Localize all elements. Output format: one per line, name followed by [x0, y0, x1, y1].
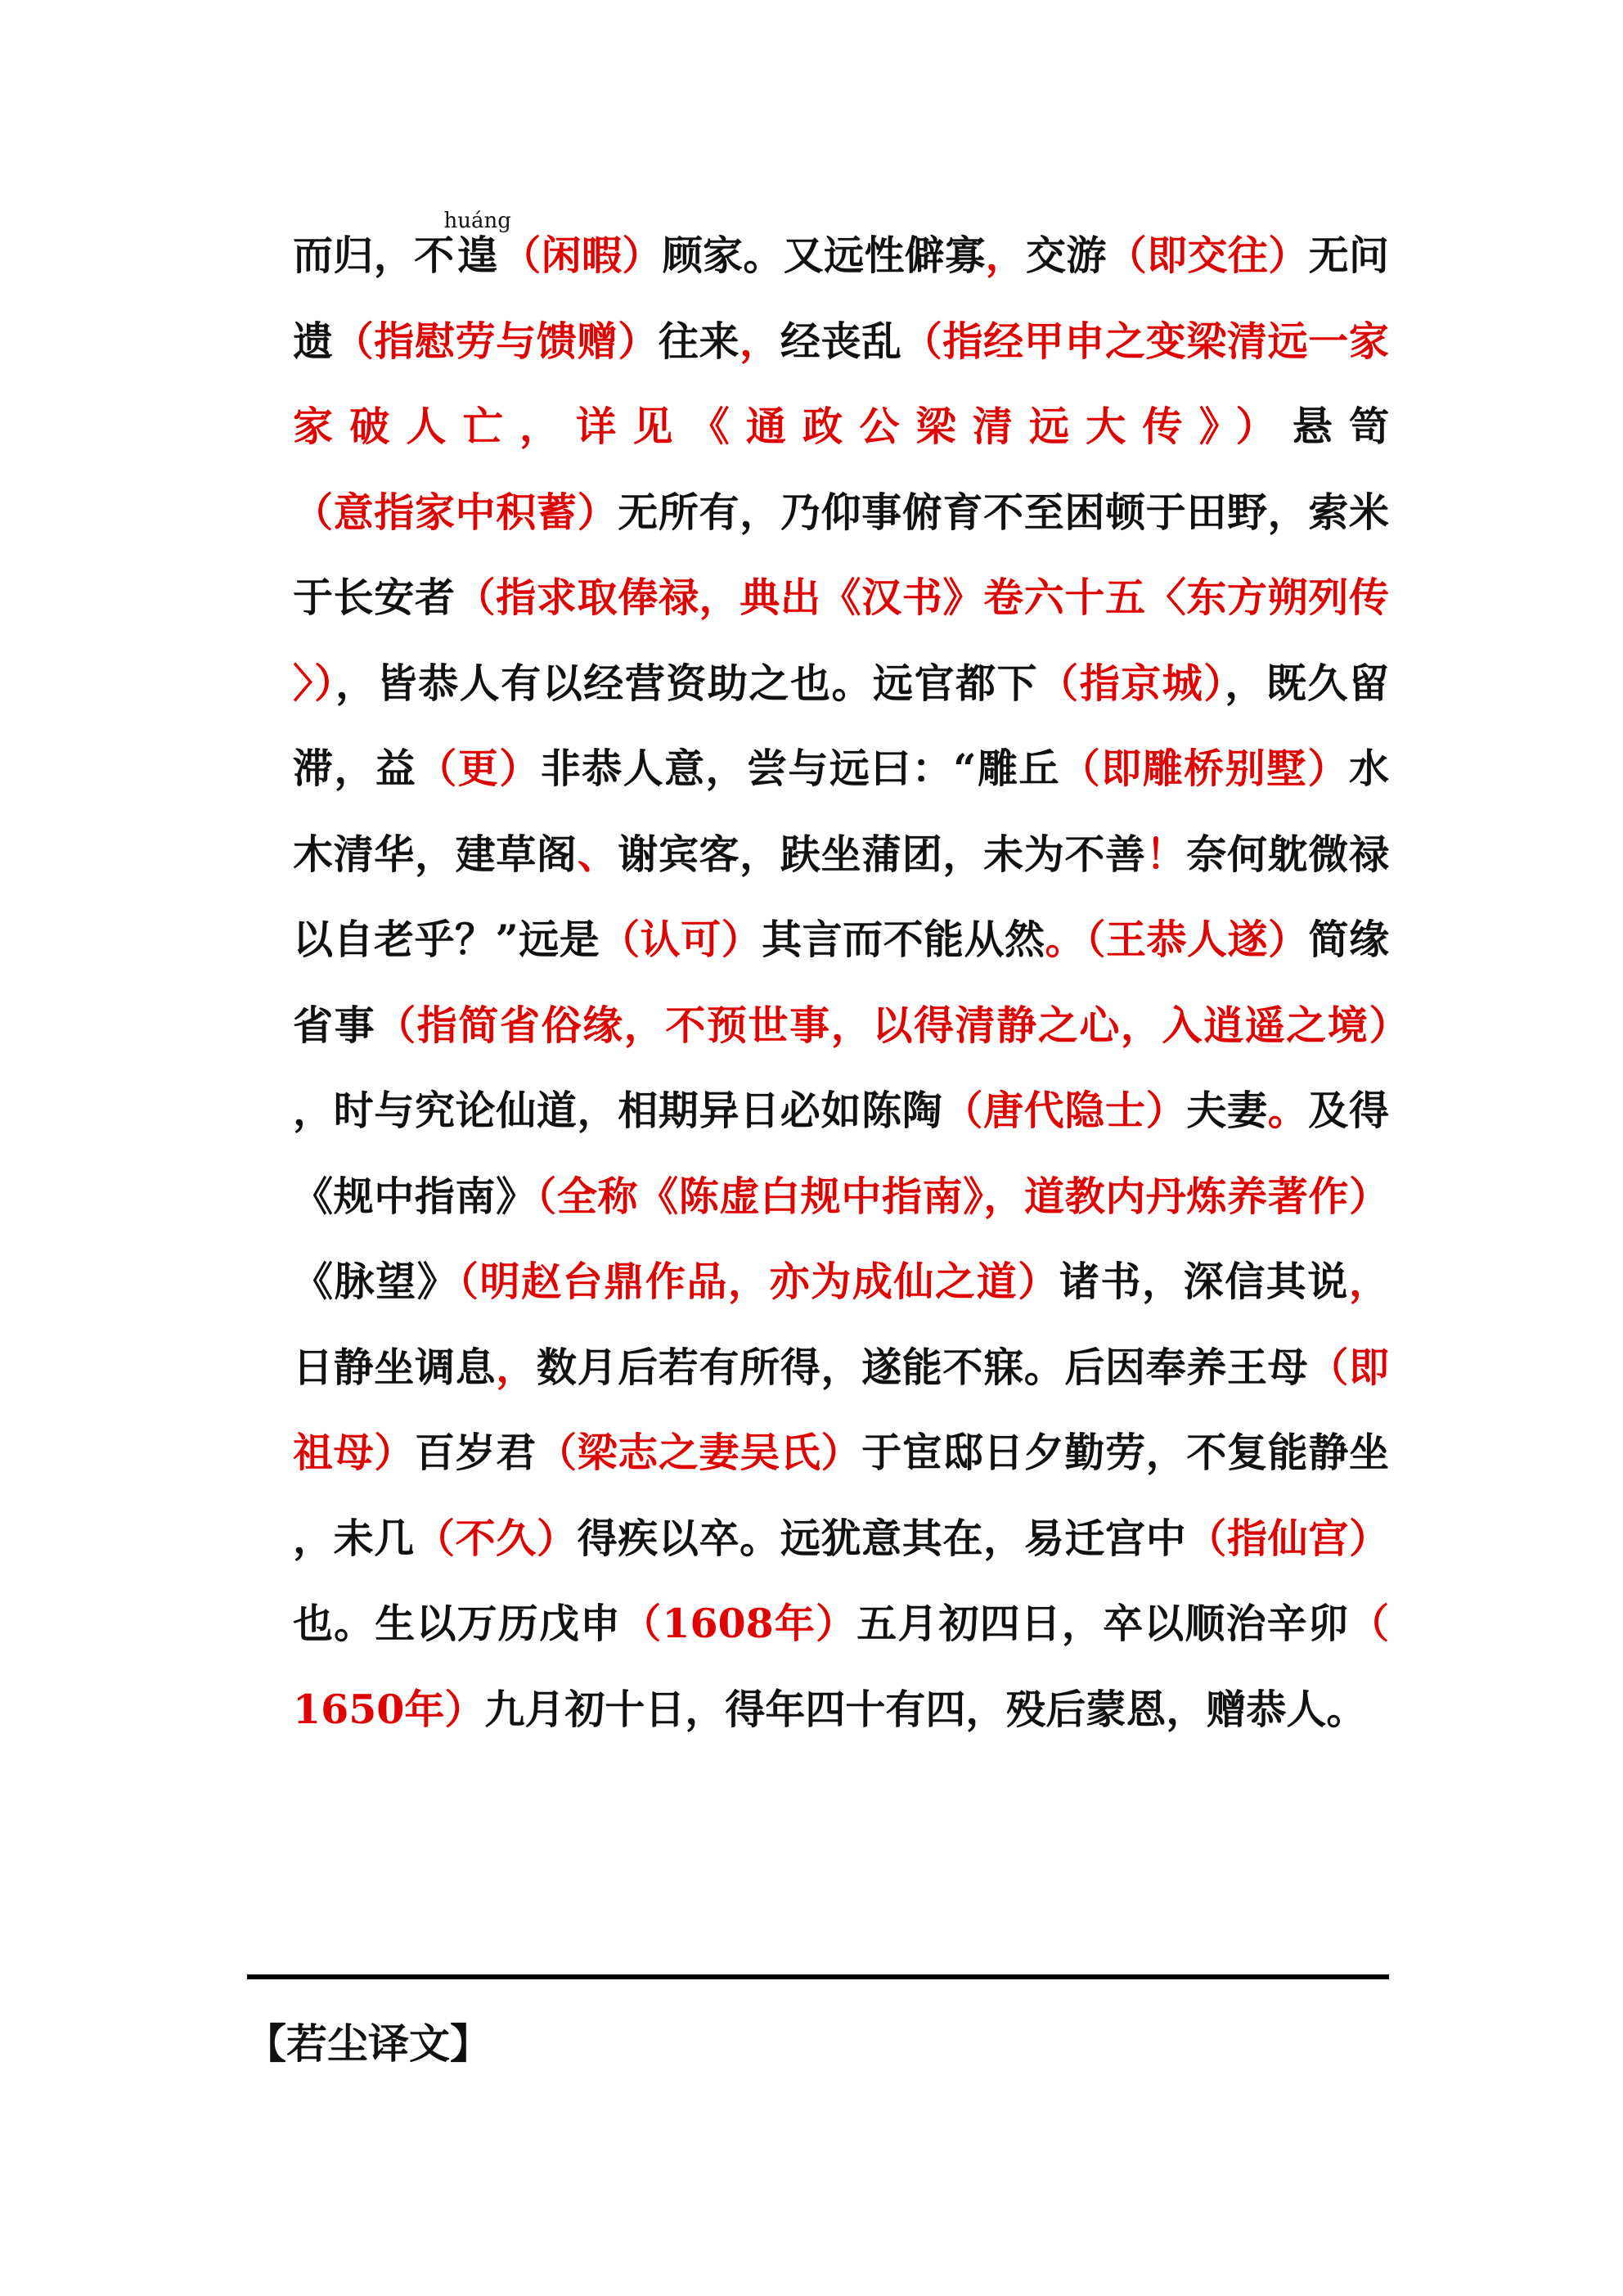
original-text: 交游: [1026, 232, 1107, 279]
annotation-text: （指慰劳与馈赠）: [333, 317, 659, 365]
original-text: 无所有，乃仰事俯育不至困顿于田野，索米于长安者: [293, 488, 1389, 621]
original-text: 数月后若有所得，遂能不寐。后因奉养王母: [536, 1343, 1309, 1391]
original-text: 简缘省事: [293, 916, 1389, 1049]
annotation-text: ，: [1348, 1258, 1389, 1305]
original-text: 夫妻: [1186, 1087, 1268, 1134]
annotation-text: （即交往）: [1106, 232, 1309, 279]
original-text: 也。生以万历戊申: [293, 1600, 622, 1647]
original-text: 日静坐调息: [293, 1343, 497, 1391]
original-text: 得疾以卒。远犹意其在，易迁宫中: [577, 1514, 1187, 1562]
annotation-text: （梁志之妻吴氏）: [536, 1429, 862, 1476]
annotation-text: ，: [985, 232, 1026, 279]
original-text: 九月初十日，得年四十有四，殁后蒙恩，赠恭人。: [484, 1685, 1367, 1733]
annotation-text: （1650年）: [293, 1600, 1389, 1733]
annotation-text: （认可）: [600, 916, 762, 963]
original-text: 百岁君: [414, 1429, 537, 1476]
annotation-text: （1608年）: [621, 1600, 857, 1647]
original-text: 《脉望》: [293, 1258, 459, 1305]
annotation-text: （不久）: [414, 1514, 578, 1562]
original-text: 顾家。又远性僻寡: [662, 232, 986, 279]
original-text: ，既久留滞，益: [293, 659, 1389, 792]
original-text: 非恭人意，尝与远曰：“雕丘: [540, 745, 1060, 792]
original-text: 及得《规中指南》: [293, 1087, 1389, 1220]
annotation-text: 。（王恭人遂）: [1045, 916, 1309, 963]
original-text: 五月初四日，卒以顺治辛卯: [856, 1600, 1349, 1647]
original-text: 谢宾客，趺坐蒲团，未为不善: [618, 830, 1146, 878]
annotation-text: ，: [496, 1343, 537, 1391]
ruby-base-char: 遑: [443, 232, 511, 279]
annotation-text: （唐代隐士）: [942, 1087, 1187, 1134]
original-text: 奈何躭微禄以自老乎？”远是: [293, 830, 1389, 963]
annotation-text: 。: [1267, 1087, 1309, 1134]
original-text: 往来: [658, 317, 740, 365]
original-text: 无问遗: [293, 232, 1389, 365]
original-text: 其言而不能从然: [762, 916, 1045, 963]
annotation-text: （指京城）: [1038, 659, 1225, 707]
annotation-text: （指简省俗缘，不预世事，以得清静之心，入逍遥之境）: [375, 1001, 1389, 1049]
annotation-text: （更）: [416, 745, 541, 792]
ruby-annotated-char: [443, 209, 511, 279]
annotation-text: 、: [577, 830, 618, 878]
annotation-text: （指求取俸禄，典出《汉书》卷六十五〈东方朔列传〉）: [293, 574, 1389, 707]
annotation-text: （闲暇）: [500, 232, 663, 279]
annotation-text: （即雕桥别墅）: [1059, 745, 1349, 792]
annotation-text: （指经甲申之变梁清远一家家破人亡，详见《通政公梁清远大传》）: [293, 317, 1389, 450]
original-text: 水木清华，建草阁: [293, 745, 1389, 878]
section-heading: 【若尘译文】: [245, 2019, 491, 2068]
original-text: 经丧乱: [780, 317, 902, 365]
original-text: ，时与究论仙道，相期异日必如陈陶: [293, 1087, 943, 1134]
biography-paragraph: [293, 211, 1389, 1752]
original-text: 而归，不: [293, 232, 455, 279]
original-text: 悬笥: [1292, 403, 1389, 450]
section-divider: [247, 1974, 1389, 1979]
annotation-text: （全称《陈虚白规中指南》，道教内丹炼养著作）: [536, 1172, 1389, 1220]
original-text: 于宦邸日夕勤劳，不复能静坐，未几: [293, 1429, 1389, 1562]
annotation-text: （明赵台鼎作品，亦为成仙之道）: [458, 1258, 1059, 1305]
annotation-text: （即祖母）: [293, 1343, 1389, 1476]
ruby-pinyin: huáng: [443, 209, 511, 233]
annotation-text: ！: [1145, 830, 1187, 878]
original-text: 诸书，深信其说: [1059, 1258, 1349, 1305]
annotation-text: （指仙宫）: [1186, 1514, 1389, 1562]
annotation-text: （意指家中积蓄）: [293, 488, 618, 536]
original-text: ，皆恭人有以经营资助之也。远官都下: [335, 659, 1039, 707]
annotation-text: ，: [740, 317, 780, 365]
